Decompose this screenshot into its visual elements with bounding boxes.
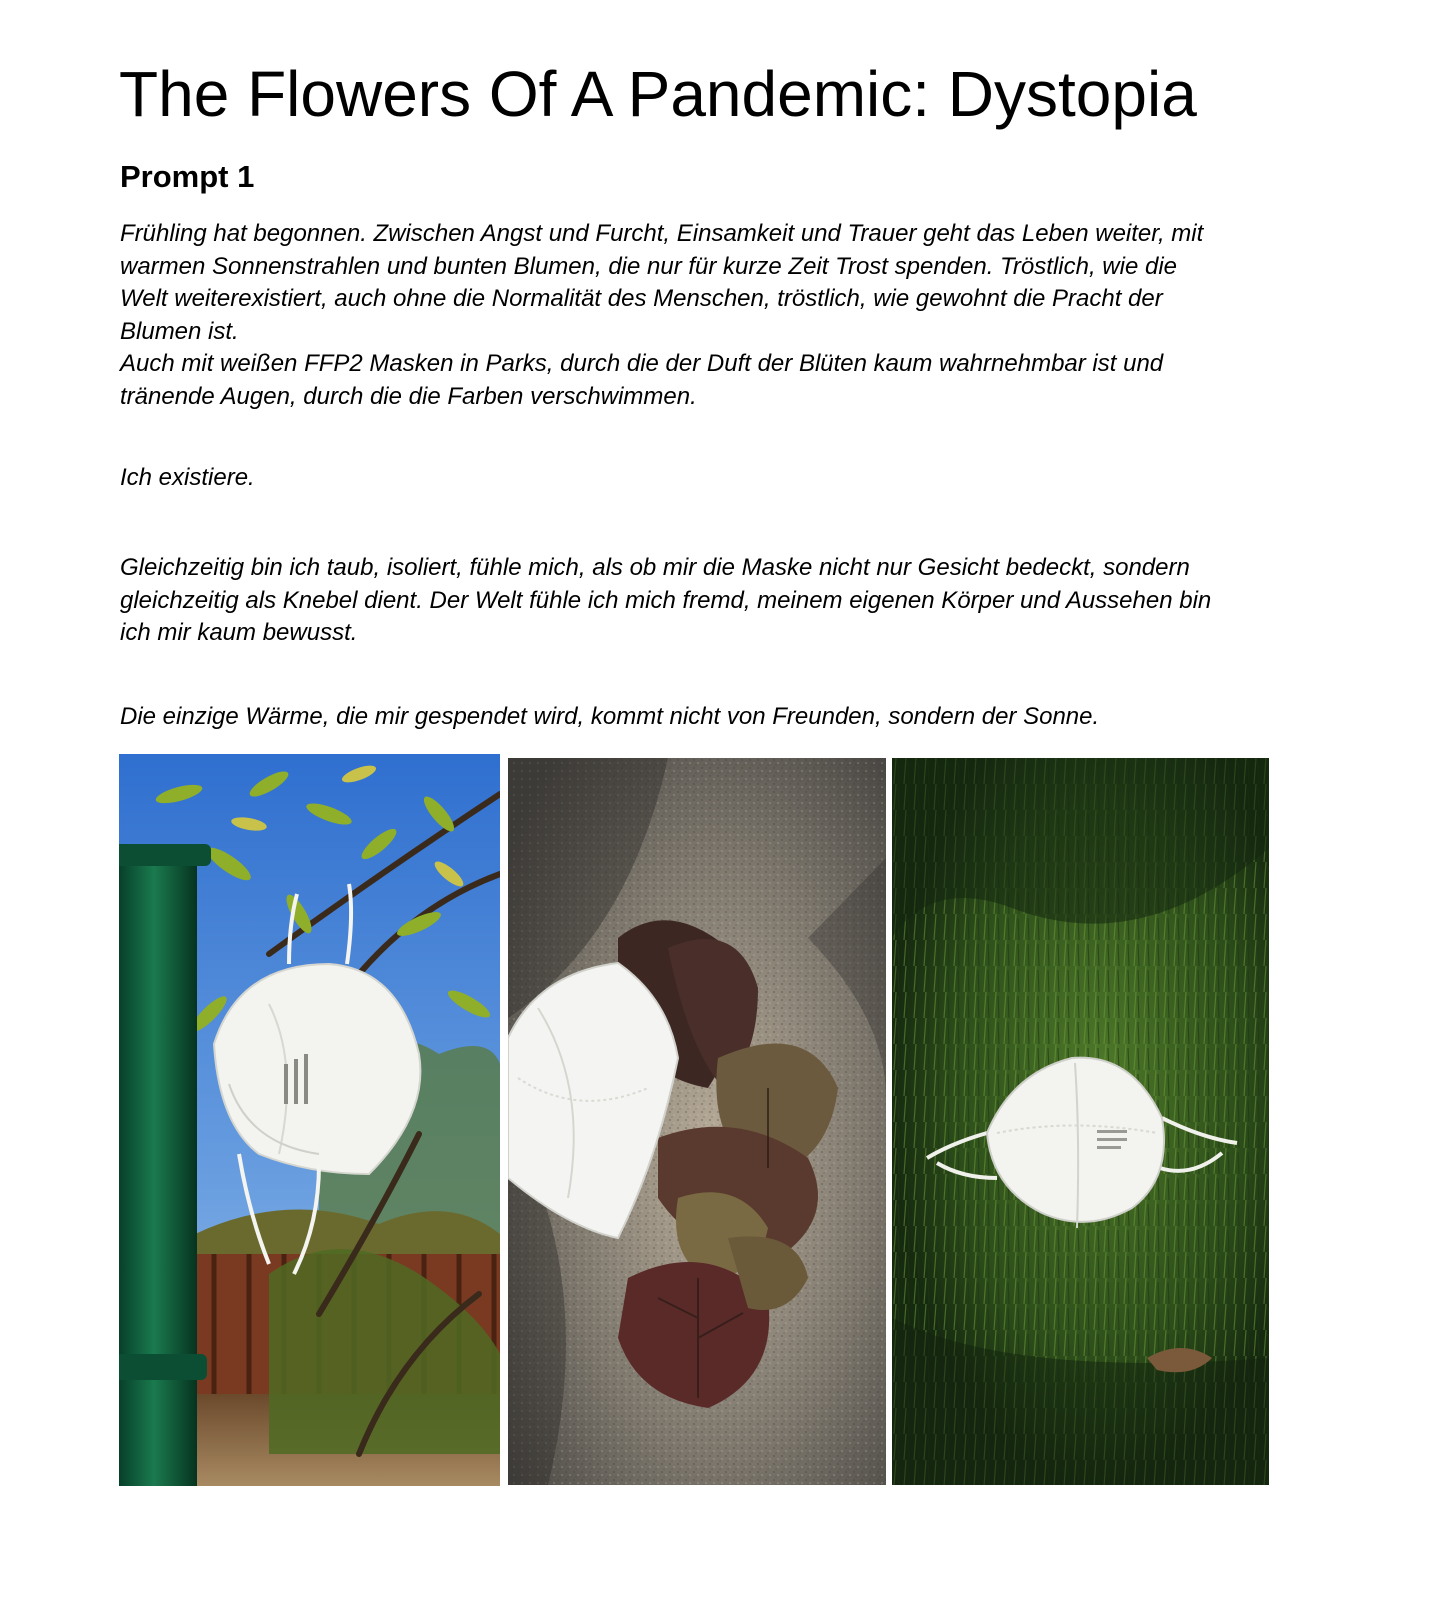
text-line: Frühling hat begonnen. Zwischen Angst und Furcht, Einsamkeit und Trauer geht das Leben weiter, mit (120, 220, 1204, 247)
prompt-heading: Prompt 1 (120, 159, 255, 194)
photo-mask-on-branch (119, 754, 500, 1486)
paragraph-isolation (120, 552, 1330, 650)
paragraph-warmth (120, 701, 1330, 734)
text-line: Welt weiterexistiert, auch ohne die Normalität des Menschen, tröstlich, wie gewohnt die Pracht der (120, 285, 1163, 313)
text-line: Ich existiere. (120, 464, 255, 491)
page-title: The Flowers Of A Pandemic: Dystopia (119, 58, 1197, 130)
paragraph-exist (120, 462, 1330, 495)
photo-mask-on-grass (892, 758, 1269, 1485)
paragraph-spring (120, 218, 1330, 414)
photo-mask-on-branch-image (119, 754, 500, 1486)
text-line: warmen Sonnenstrahlen und bunten Blumen, die nur für kurze Zeit Trost spenden. Tröstlich, wie die (120, 252, 1177, 280)
text-line: tränende Augen, durch die die Farben verschwimmen. (120, 382, 697, 410)
text-line: Die einzige Wärme, die mir gespendet wird, kommt nicht von Freunden, sondern der Sonne. (120, 703, 1100, 730)
photo-mask-with-leaves-image (508, 758, 886, 1485)
photo-mask-on-grass-image (892, 758, 1269, 1485)
photo-mask-with-leaves (508, 758, 886, 1485)
text-line: ich mir kaum bewusst. (120, 619, 358, 647)
text-line: Blumen ist. (120, 317, 239, 345)
text-line: Auch mit weißen FFP2 Masken in Parks, durch die der Duft der Blüten kaum wahrnehmbar ist und (120, 350, 1164, 378)
text-line: gleichzeitig als Knebel dient. Der Welt fühle ich mich fremd, meinem eigenen Körper und Aussehen bin (120, 586, 1212, 614)
text-line: Gleichzeitig bin ich taub, isoliert, fühle mich, als ob mir die Maske nicht nur Gesicht bedeckt, sondern (120, 554, 1190, 581)
